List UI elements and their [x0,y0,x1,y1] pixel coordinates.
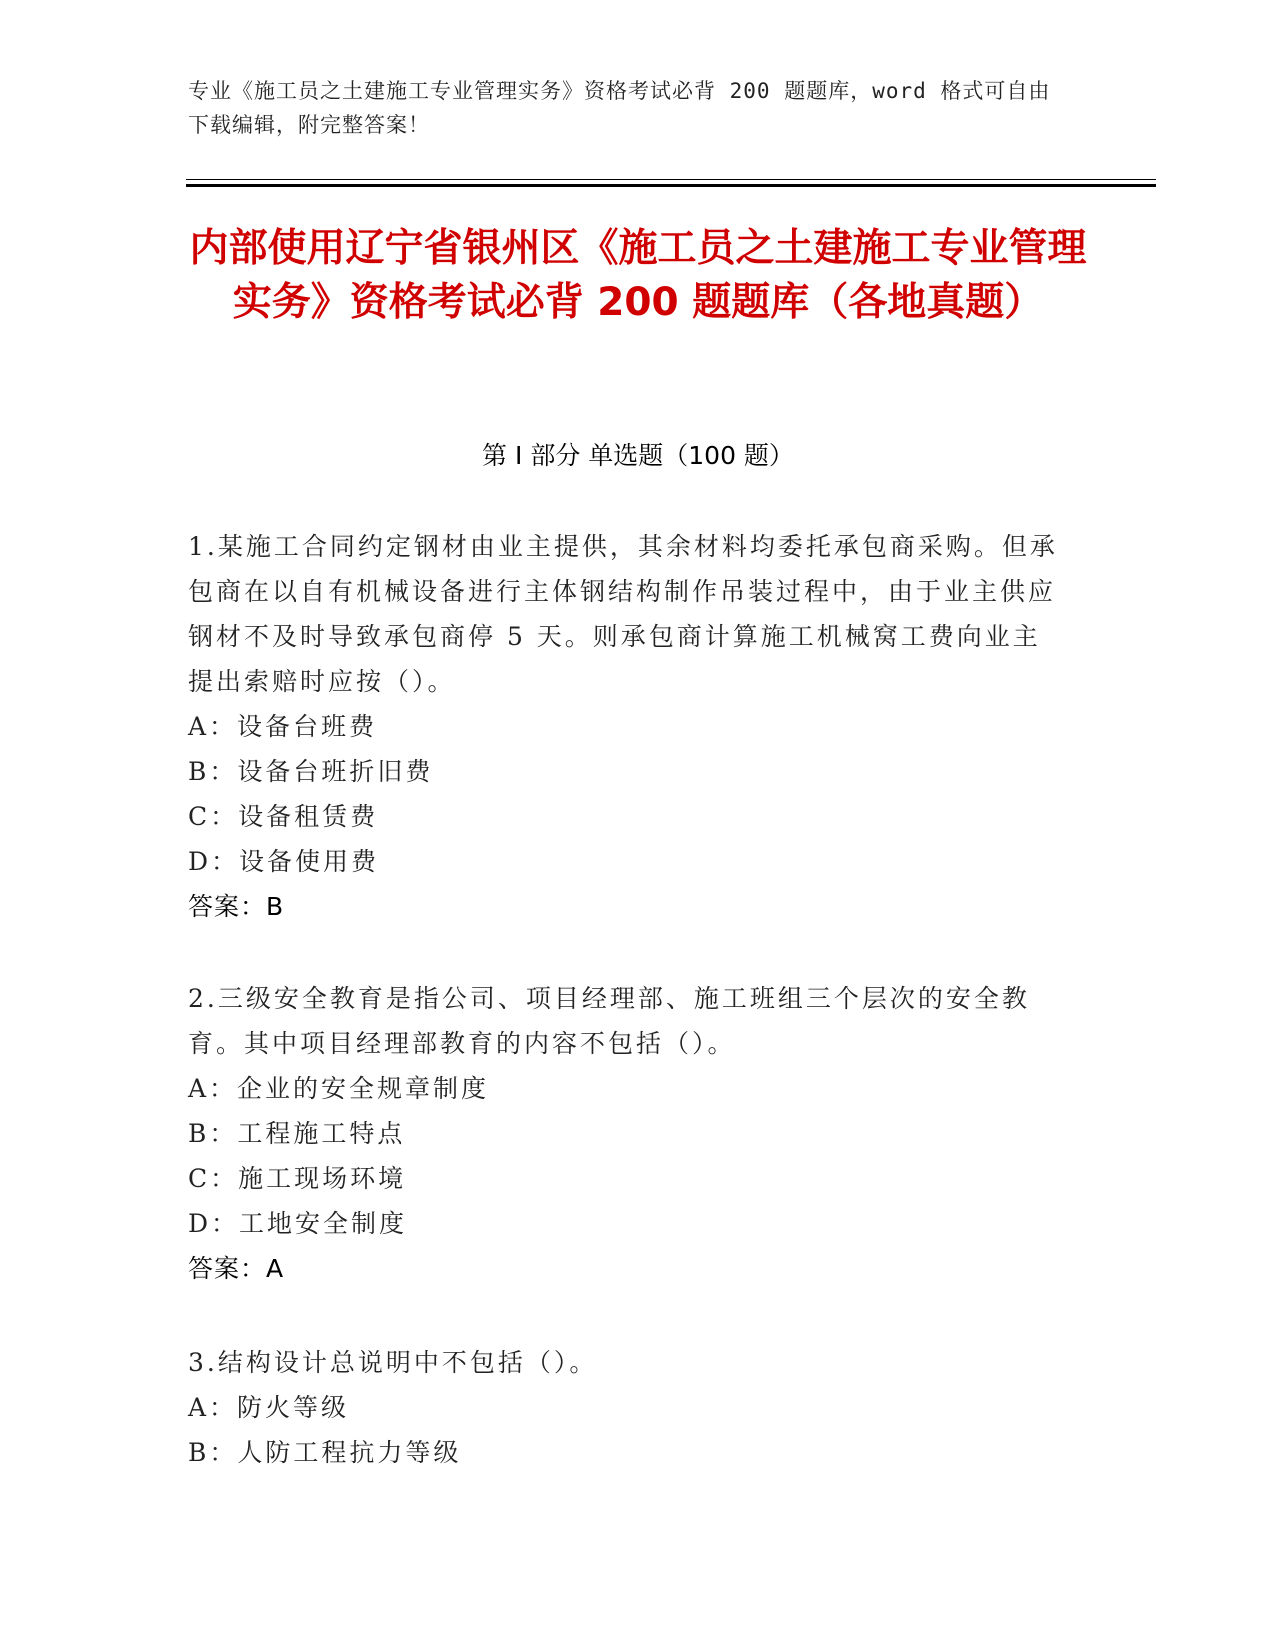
option-a: A：设备台班费 [188,712,378,741]
section-heading: 第 I 部分 单选题（100 题） [482,441,794,470]
header-divider-thin [186,179,1156,180]
question-stem: 3.结构设计总说明中不包括（）。 [188,1348,598,1377]
question-3 [188,1340,1068,1475]
option-d: D：设备使用费 [188,847,380,876]
option-a: A：防火等级 [188,1393,350,1422]
option-b: B：工程施工特点 [188,1119,406,1148]
document-title: 内部使用辽宁省银州区《施工员之土建施工专业管理实务》资格考试必背 200 题题库（各地真题） [189,226,1087,325]
question-1 [188,524,1068,929]
answer: 答案：A [188,1254,285,1283]
header-divider-thick [186,184,1156,187]
option-d: D：工地安全制度 [188,1209,408,1238]
option-c: C：施工现场环境 [188,1164,407,1193]
option-b: B：人防工程抗力等级 [188,1438,462,1467]
question-stem: 1.某施工合同约定钢材由业主提供，其余材料均委托承包商采购。但承包商在以自有机械设备进行主体钢结构制作吊装过程中，由于业主供应钢材不及时导致承包商停 5 天。则承包商计算施工机械窝工费向业主提出索赔时应按（）。 [188,532,1058,696]
question-stem: 2.三级安全教育是指公司、项目经理部、施工班组三个层次的安全教育。其中项目经理部教育的内容不包括（）。 [188,984,1030,1058]
header-note: 专业《施工员之土建施工专业管理实务》资格考试必背 200 题题库，word 格式可自由下载编辑，附完整答案！ [188,79,1051,137]
option-b: B：设备台班折旧费 [188,757,434,786]
question-2 [188,976,1068,1291]
answer: 答案：B [188,892,285,921]
option-a: A：企业的安全规章制度 [188,1074,490,1103]
option-c: C：设备租赁费 [188,802,379,831]
